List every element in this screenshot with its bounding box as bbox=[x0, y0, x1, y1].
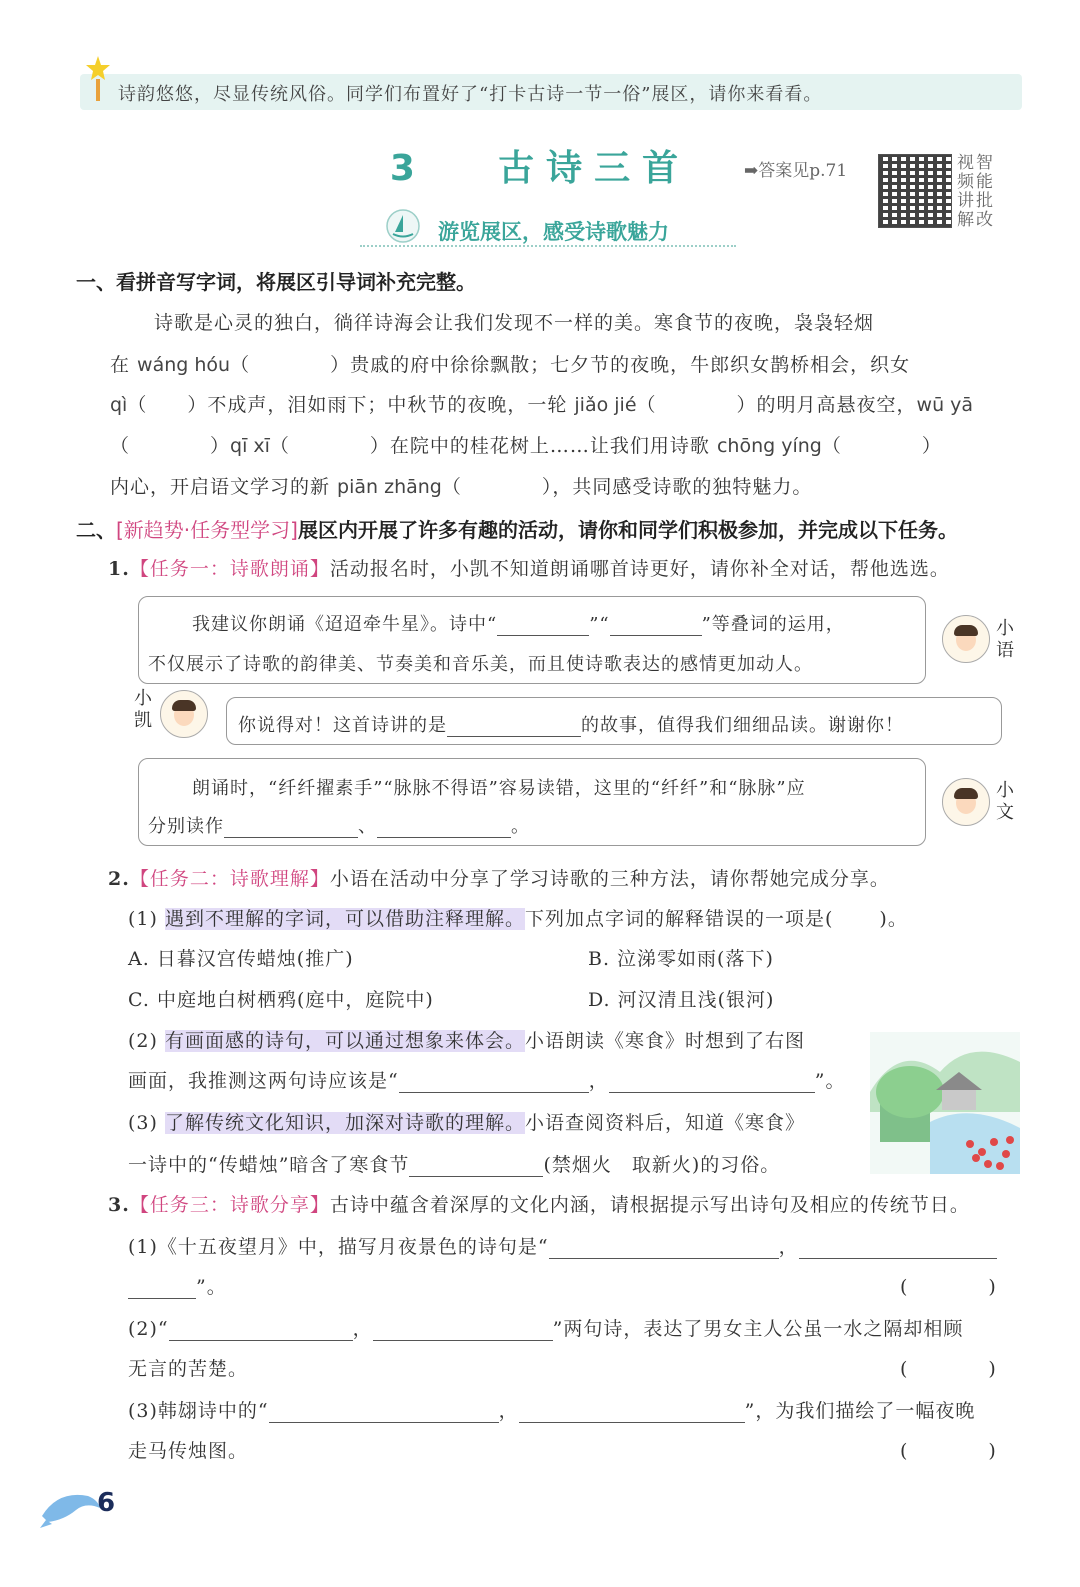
s2-text: (2)“ bbox=[128, 1318, 169, 1340]
qr-label-video: 视频讲解 bbox=[957, 153, 974, 230]
avatar-xiaokai bbox=[160, 690, 208, 738]
pinyin-wanghou: wáng hóu bbox=[137, 354, 231, 376]
answer-blank[interactable] bbox=[224, 815, 358, 838]
method-highlight: 有画面感的诗句，可以通过想象来体会。 bbox=[164, 1030, 525, 1052]
section2-heading bbox=[76, 514, 958, 543]
task2-tag: 【任务二：诗歌理解】 bbox=[129, 868, 330, 890]
qr-label-grading: 智能批改 bbox=[976, 153, 993, 230]
answer-blank[interactable] bbox=[497, 613, 589, 636]
arrow-right-icon: ➡ bbox=[744, 161, 759, 181]
task1-tag: 【任务一：诗歌朗诵】 bbox=[129, 558, 330, 580]
answer-blank[interactable] bbox=[519, 1400, 745, 1423]
avatar-xiaowen bbox=[942, 778, 990, 826]
method-highlight: 了解传统文化知识，加深对诗歌的理解。 bbox=[164, 1112, 525, 1134]
page-number: 6 bbox=[97, 1488, 116, 1518]
task2-q1 bbox=[128, 904, 908, 931]
q3-text: 小语查阅资料后，知道《寒食》 bbox=[524, 1112, 805, 1134]
answer-blank[interactable] bbox=[609, 1070, 815, 1093]
bubble3-line2 bbox=[148, 812, 530, 838]
qr-code-icon[interactable] bbox=[878, 154, 952, 228]
bubble3-text: 分别读作 bbox=[148, 816, 224, 837]
answer-reference bbox=[744, 156, 847, 181]
section2-tag: [新趋势·任务型学习] bbox=[116, 518, 298, 542]
q2-text: ， bbox=[588, 1070, 609, 1092]
task3-tag: 【任务三：诗歌分享】 bbox=[129, 1194, 330, 1216]
bubble3-line1: 朗诵时，“纤纤擢素手”“脉脉不得语”容易读错，这里的“纤纤”和“脉脉”应 bbox=[192, 778, 806, 799]
task3-s1-line2 bbox=[128, 1272, 227, 1299]
lesson-number: 3 bbox=[389, 148, 427, 189]
s1-text: （ ）的明月高悬夜空， bbox=[636, 394, 917, 416]
s3-text: ”，为我们描绘了一幅夜晚 bbox=[744, 1400, 976, 1422]
task2-q2-line2 bbox=[128, 1066, 845, 1093]
s2-text: ， bbox=[352, 1318, 373, 1340]
q-number: (2) bbox=[128, 1030, 158, 1052]
festival-paren-1[interactable]: ( ) bbox=[900, 1276, 997, 1298]
task2-q3 bbox=[128, 1108, 805, 1135]
s1-text: （ ）不成声，泪如雨下；中秋节的夜晚，一轮 bbox=[127, 394, 575, 416]
answer-blank[interactable] bbox=[377, 815, 511, 838]
bubble2-text-b: 的故事，值得我们细细品读。谢谢你！ bbox=[581, 715, 904, 736]
s1-text: （ ） bbox=[110, 435, 231, 457]
task2-text: 小语在活动中分享了学习诗歌的三种方法，请你帮她完成分享。 bbox=[329, 868, 890, 890]
q3-text: 一诗中的“传蜡烛”暗含了寒食节 bbox=[128, 1154, 410, 1176]
s1-text: （ ），共同感受诗歌的独特魅力。 bbox=[441, 476, 813, 498]
pinyin-chongying: chōng yíng bbox=[716, 435, 822, 457]
q2-text: ”。 bbox=[814, 1070, 846, 1092]
pinyin-qi: qì bbox=[110, 394, 128, 416]
task3-s3-line2: 走马传烛图。 bbox=[128, 1440, 249, 1462]
section2-prefix: 二、 bbox=[76, 518, 116, 542]
task3-s1 bbox=[128, 1232, 997, 1259]
option-d[interactable]: D. 河汉清且浅(银河) bbox=[588, 989, 775, 1011]
task3-s2-line2: 无言的苦楚。 bbox=[128, 1358, 249, 1380]
avatar-xiaoyu bbox=[942, 615, 990, 663]
s1-text: （ ）贵戚的府中徐徐飘散；七夕节的夜晚，牛郎织女鹊桥相会，织女 bbox=[230, 354, 911, 376]
s1-line-2 bbox=[110, 350, 910, 377]
q-number: (3) bbox=[128, 1112, 158, 1134]
answer-blank[interactable] bbox=[399, 1070, 589, 1093]
s1-text: ， bbox=[778, 1236, 799, 1258]
bubble1-text: ”等叠词的运用， bbox=[701, 614, 845, 635]
bubble3-text: 。 bbox=[511, 816, 530, 837]
answer-blank[interactable] bbox=[409, 1154, 543, 1177]
spring-scene-illustration bbox=[870, 1032, 1020, 1174]
s1-line-1 bbox=[154, 308, 874, 335]
section-subtitle: 游览展区，感受诗歌魅力 bbox=[438, 219, 669, 244]
intro-banner-text: 诗韵悠悠，尽显传统风俗。同学们布置好了“打卡古诗一节一俗”展区，请你来看看。 bbox=[118, 84, 823, 105]
s2-text: ”两句诗，表达了男女主人公虽一水之隔却相顾 bbox=[552, 1318, 964, 1340]
option-c[interactable]: C. 中庭地白树栖鸦(庭中，庭院中) bbox=[128, 989, 434, 1011]
sailboat-badge-icon bbox=[384, 208, 422, 244]
festival-paren-2[interactable]: ( ) bbox=[900, 1358, 997, 1380]
s1-text: (1)《十五夜望月》中，描写月夜景色的诗句是“ bbox=[128, 1236, 549, 1258]
task2-q2 bbox=[128, 1026, 805, 1053]
task2-q3-line2 bbox=[128, 1150, 780, 1177]
pinyin-pianzhang: piān zhāng bbox=[337, 476, 442, 498]
task1-text: 活动报名时，小凯不知道朗诵哪首诗更好，请你补全对话，帮他选选。 bbox=[329, 558, 950, 580]
task2-number: 2. bbox=[108, 868, 130, 890]
answer-blank[interactable] bbox=[373, 1318, 553, 1341]
s1-line-5 bbox=[110, 472, 812, 499]
task1-prompt bbox=[108, 554, 950, 581]
festival-paren-3[interactable]: ( ) bbox=[900, 1440, 997, 1462]
q1-text: )。 bbox=[879, 908, 908, 930]
bubble1-text: ”“ bbox=[589, 614, 610, 635]
speaker-xiaowen: 小文 bbox=[996, 780, 1014, 823]
pinyin-wuya: wū yā bbox=[916, 394, 974, 416]
bubble1-line2: 不仅展示了诗歌的韵律美、节奏美和音乐美，而且使诗歌表达的感情更加动人。 bbox=[148, 654, 813, 675]
task1-number: 1. bbox=[108, 558, 130, 580]
answer-blank[interactable] bbox=[799, 1236, 997, 1259]
method-highlight: 遇到不理解的字词，可以借助注释理解。 bbox=[164, 908, 525, 930]
s1-text: 在 bbox=[110, 354, 138, 376]
option-a[interactable]: A. 日暮汉宫传蜡烛(推广) bbox=[128, 948, 354, 970]
task3-s3 bbox=[128, 1396, 975, 1423]
answer-blank[interactable] bbox=[169, 1318, 353, 1341]
task3-s2 bbox=[128, 1314, 963, 1341]
bubble3-text: 、 bbox=[358, 816, 377, 837]
q2-text: 画面，我推测这两句诗应该是“ bbox=[128, 1070, 399, 1092]
q1-text: 下列加点字词的解释错误的一项是( bbox=[524, 908, 834, 930]
s3-text: ， bbox=[498, 1400, 519, 1422]
task3-prompt bbox=[108, 1190, 970, 1217]
lesson-title-text: 古诗三首 bbox=[498, 148, 691, 189]
task2-prompt bbox=[108, 864, 890, 891]
s1-line-4 bbox=[110, 431, 942, 458]
s1-line-3 bbox=[110, 390, 973, 417]
task3-text: 古诗中蕴含着深厚的文化内涵，请根据提示写出诗句及相应的传统节日。 bbox=[329, 1194, 970, 1216]
answer-blank[interactable] bbox=[549, 1236, 779, 1259]
speaker-xiaoyu: 小语 bbox=[996, 618, 1014, 661]
s1-text: 内心，开启语文学习的新 bbox=[110, 476, 338, 498]
bubble2-text-a: 你说得对！这首诗讲的是 bbox=[238, 715, 447, 736]
answer-blank[interactable] bbox=[447, 714, 581, 737]
pinyin-jiaojie: jiǎo jié bbox=[574, 394, 637, 416]
bubble1-text: 我建议你朗诵《迢迢牵牛星》。诗中“ bbox=[192, 614, 498, 635]
q-number: (1) bbox=[128, 908, 158, 930]
bubble2-text bbox=[238, 711, 904, 737]
s1-line1-text: 诗歌是心灵的独白，徜徉诗海会让我们发现不一样的美。寒食节的夜晚，袅袅轻烟 bbox=[154, 312, 875, 334]
q3-text: (禁烟火 取新火)的习俗。 bbox=[543, 1154, 781, 1176]
section1-heading: 一、看拼音写字词，将展区引导词补充完整。 bbox=[76, 270, 476, 294]
bubble1-line1 bbox=[192, 610, 845, 636]
s1-text: ”。 bbox=[196, 1276, 227, 1298]
dolphin-icon bbox=[38, 1486, 102, 1530]
q2-text: 小语朗读《寒食》时想到了右图 bbox=[524, 1030, 805, 1052]
answer-reference-text: 答案见p.71 bbox=[758, 161, 848, 181]
answer-blank[interactable] bbox=[269, 1400, 499, 1423]
pinyin-qixi: qī xī bbox=[230, 435, 270, 457]
s1-text: （ ） bbox=[821, 435, 942, 457]
subtitle-underline bbox=[360, 245, 736, 247]
star-person-icon bbox=[84, 54, 112, 104]
task3-number: 3. bbox=[108, 1194, 130, 1216]
answer-blank[interactable] bbox=[128, 1276, 196, 1299]
section2-rest: 展区内开展了许多有趣的活动，请你和同学们积极参加，并完成以下任务。 bbox=[297, 518, 958, 542]
answer-blank[interactable] bbox=[610, 613, 702, 636]
option-b[interactable]: B. 泣涕零如雨(落下) bbox=[588, 948, 774, 970]
s3-text: (3)韩翃诗中的“ bbox=[128, 1400, 269, 1422]
s1-text: （ ）在院中的桂花树上……让我们用诗歌 bbox=[269, 435, 717, 457]
speaker-xiaokai: 小凯 bbox=[134, 688, 152, 731]
